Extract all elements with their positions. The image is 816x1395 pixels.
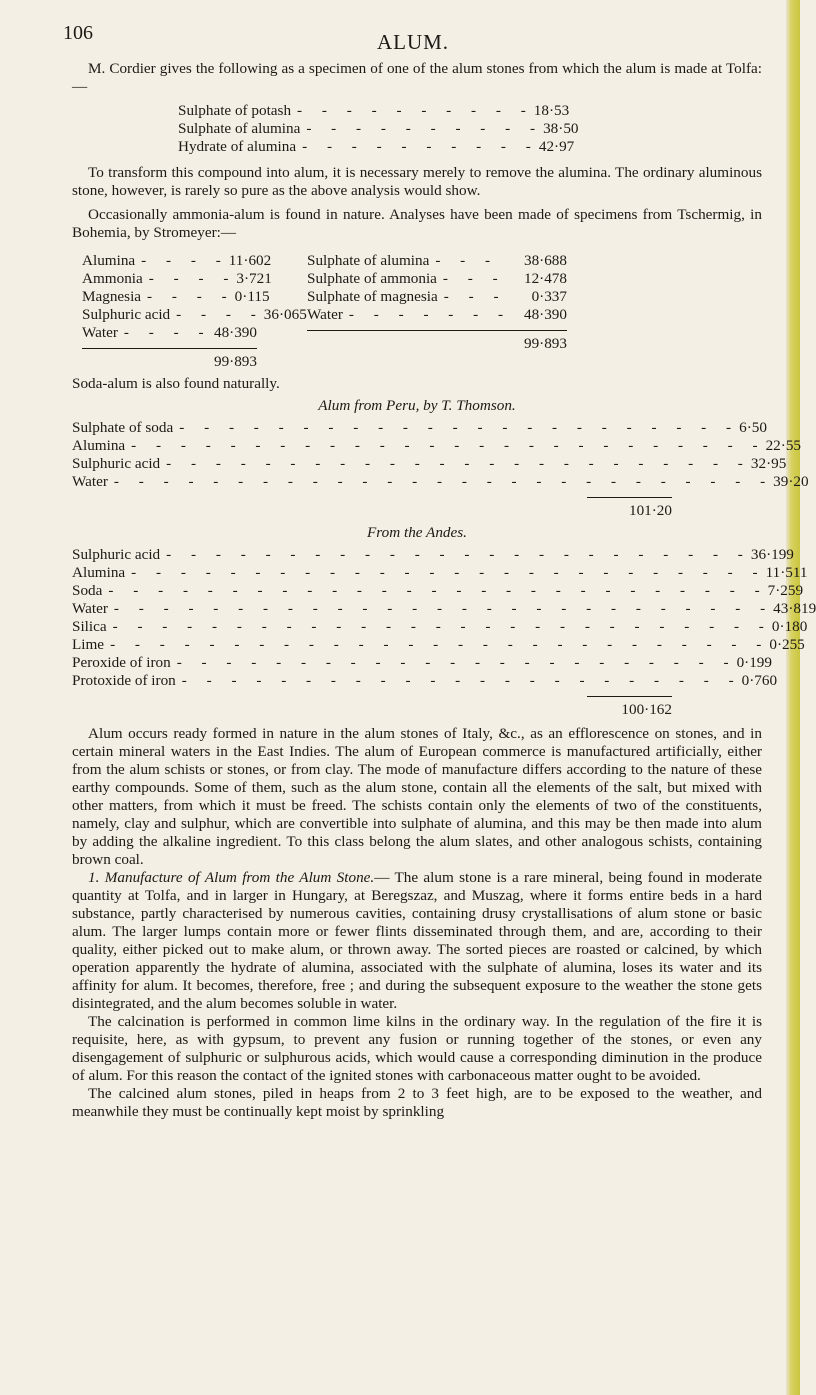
row-value: 0·337: [531, 288, 567, 305]
ammonia-elements-table: [82, 252, 307, 371]
row-label: Alumina: [72, 564, 126, 581]
row-label: Sulphuric acid: [72, 546, 161, 563]
table-row: Sulphuric acid - - - - 36·065: [82, 306, 307, 323]
table-row: Water - - - - 48·390: [82, 324, 257, 341]
row-value: 38·50: [543, 120, 579, 137]
andes-section-title: From the Andes.: [367, 524, 467, 541]
row-label: Lime: [72, 636, 105, 653]
row-value: 3·721: [236, 270, 272, 287]
table-row: Silica - - - - - - - - - - - - - - - - - - - - - - - - - - - 0·180: [72, 618, 808, 635]
row-value: 0·115: [234, 288, 270, 305]
table-row: Water - - - - - - - - - - - - - - - - - - - - - - - - - - - 39·20: [72, 473, 809, 490]
table-total: 100·162: [587, 696, 672, 719]
table-row: Ammonia - - - - 3·721: [82, 270, 272, 287]
table-row: Alumina - - - - - - - - - - - - - - - - - - - - - - - - - - 22·55: [72, 437, 802, 454]
tolfa-analysis-table: [178, 102, 579, 156]
row-label: Water: [82, 324, 118, 341]
row-value: 0·255: [769, 636, 805, 653]
row-value: 11·511: [765, 564, 808, 581]
row-value: 36·199: [750, 546, 794, 563]
row-label: Sulphuric acid: [82, 306, 171, 323]
row-label: Water: [307, 306, 343, 323]
row-value: 32·95: [750, 455, 787, 472]
row-value: 38·688: [523, 252, 567, 269]
row-value: 39·20: [773, 473, 809, 490]
transform-paragraph: To transform this compound into alum, it is necessary merely to remove the alumina. The ordinary aluminous stone, however, is rarely so pure as the above analysis would show.: [72, 164, 762, 199]
row-label: Soda: [72, 582, 103, 599]
andes-analysis-table: [72, 546, 816, 719]
table-row: Soda - - - - - - - - - - - - - - - - - - - - - - - - - - - 7·259: [72, 582, 804, 599]
row-label: Water: [72, 600, 108, 617]
table-row: Lime - - - - - - - - - - - - - - - - - - - - - - - - - - - 0·255: [72, 636, 805, 653]
row-label: Water: [72, 473, 108, 490]
row-value: 0·180: [771, 618, 808, 635]
row-label: Alumina: [82, 252, 136, 269]
table-row: Water - - - - - - - 48·390: [307, 306, 567, 323]
row-value: 42·97: [538, 138, 575, 155]
page-header: [63, 22, 763, 52]
row-value: 7·259: [767, 582, 804, 599]
manufacture-paragraph: [72, 869, 762, 1013]
row-label: Silica: [72, 618, 107, 635]
row-value: 36·065: [263, 306, 307, 323]
table-total: 99·893: [307, 330, 567, 353]
table-row: Peroxide of iron - - - - - - - - - - - - - - - - - - - - - - - 0·199: [72, 654, 772, 671]
peru-section-title: Alum from Peru, by T. Thomson.: [318, 397, 516, 414]
row-label: Magnesia: [82, 288, 142, 305]
intro-paragraph: M. Cordier gives the following as a specimen of one of the alum stones from which the alum is made at Tolfa:—: [72, 60, 762, 95]
calcined-stones-paragraph: The calcined alum stones, piled in heaps from 2 to 3 feet high, are to be exposed to the weather, and meanwhile they must be continually kept moist by sprinkling: [72, 1085, 762, 1120]
row-label: Sulphate of magnesia: [307, 288, 438, 305]
row-label: Hydrate of alumina: [178, 138, 297, 155]
table-row: Alumina - - - - - - - - - - - - - - - - - - - - - - - - - - 11·511: [72, 564, 808, 581]
row-label: Sulphuric acid: [72, 455, 161, 472]
page-content: [72, 60, 816, 1121]
page-edge: [786, 0, 800, 1395]
row-value: 48·390: [213, 324, 257, 341]
table-row: Sulphate of ammonia - - - 12·478: [307, 270, 567, 287]
table-row: Sulphuric acid - - - - - - - - - - - - - - - - - - - - - - - - 36·199: [72, 546, 794, 563]
ammonia-paragraph: Occasionally ammonia-alum is found in nature. Analyses have been made of specimens from Tschermig, in Bohemia, by Stromeyer:—: [72, 206, 762, 241]
row-value: 48·390: [523, 306, 567, 323]
calcination-paragraph: The calcination is performed in common lime kilns in the ordinary way. In the regulation of the fire it is requisite, here, as with gypsum, to prevent any fusion or running together of the stones, or even any disengagement of sulphuric or sulphurous acids, which would cause a corresponding diminution in the produce of alum. For this reason the contact of the ignited stones with carbonaceous matter ought to be avoided.: [72, 1013, 762, 1084]
row-label: Alumina: [72, 437, 126, 454]
table-row: Water - - - - - - - - - - - - - - - - - - - - - - - - - - - 43·819: [72, 600, 816, 617]
table-total: 101·20: [587, 497, 672, 520]
row-label: Sulphate of alumina: [307, 252, 430, 269]
row-value: 6·50: [739, 419, 767, 436]
row-value: 0·760: [741, 672, 778, 689]
row-value: 18·53: [533, 102, 570, 119]
row-label: Sulphate of ammonia: [307, 270, 437, 287]
occurrence-paragraph: Alum occurs ready formed in nature in the alum stones of Italy, &c., as an efflorescence on stones, and in certain mineral waters in the East Indies. The alum of European commerce is manufactured artificially, either from the alum schists or stones, or from clay. The mode of manufacture differs according to the nature of these earthy compounds. Some of them, such as the alum stone, contain all the elements of the salt, but mixed with other matters, from which it must be freed. The schists contain only the elements of two of the constituents, namely, clay and sulphur, which are convertible into sulphate of alumina, and this may be then made into alum by adding the alkaline ingredient. To this class belong the alum slates, and other analogous schists, containing brown coal.: [72, 725, 762, 868]
running-head: ALUM.: [376, 30, 450, 54]
manufacture-heading: 1. Manufacture of Alum from the Alum Stone.: [88, 869, 375, 886]
row-label: Sulphate of alumina: [178, 120, 301, 137]
table-row: Sulphuric acid - - - - - - - - - - - - - - - - - - - - - - - - 32·95: [72, 455, 787, 472]
table-row: Protoxide of iron - - - - - - - - - - - - - - - - - - - - - - - 0·760: [72, 672, 778, 689]
table-row: Sulphate of magnesia - - - 0·337: [307, 288, 567, 305]
row-label: Sulphate of potash: [178, 102, 292, 119]
row-label: Ammonia: [82, 270, 143, 287]
row-value: 12·478: [523, 270, 567, 287]
table-row: Alumina - - - - 11·602: [82, 252, 272, 269]
row-value: 11·602: [228, 252, 272, 269]
ammonia-sulphates-table: [307, 252, 567, 371]
ammonia-alum-tables: [72, 252, 762, 371]
table-row: Sulphate of alumina - - - - - - - - - - 38·50: [178, 120, 579, 137]
table-row: Sulphate of potash - - - - - - - - - - 18·53: [178, 102, 570, 119]
soda-alum-note: Soda-alum is also found naturally.: [72, 375, 280, 392]
manufacture-text: — The alum stone is a rare mineral, being found in moderate quantity at Tolfa, and in larger in Hungary, at Beregszaz, and Muszag, where it forms entire beds in a hard substance, partly characterised by numerous cavities, containing drusy crystallisations of alum stone or basic alum. The larger lumps contain more or fewer flints disseminated through them, and are, according to their quality, either picked out to make alum, or thrown away. The sorted pieces are roasted or calcined, by which operation apparently the hydrate of alumina, associated with the sulphate of alumina, loses its water and its affinity for alum. It becomes, therefore, free ; and during the subsequent exposure to the weather the stone gets disintegrated, and the alum becomes soluble in water.: [72, 869, 762, 1012]
table-row: Hydrate of alumina - - - - - - - - - - 42·97: [178, 138, 575, 155]
page-number: 106: [63, 22, 93, 44]
row-value: 0·199: [736, 654, 772, 671]
table-row: Sulphate of alumina - - - 38·688: [307, 252, 567, 269]
row-value: 22·55: [765, 437, 802, 454]
table-row: Magnesia - - - - 0·115: [82, 288, 270, 305]
row-label: Peroxide of iron: [72, 654, 171, 671]
row-label: Protoxide of iron: [72, 672, 176, 689]
table-total: 99·893: [82, 348, 257, 371]
row-label: Sulphate of soda: [72, 419, 174, 436]
peru-analysis-table: [72, 419, 809, 520]
table-row: Sulphate of soda - - - - - - - - - - - - - - - - - - - - - - - 6·50: [72, 419, 767, 436]
row-value: 43·819: [773, 600, 816, 617]
